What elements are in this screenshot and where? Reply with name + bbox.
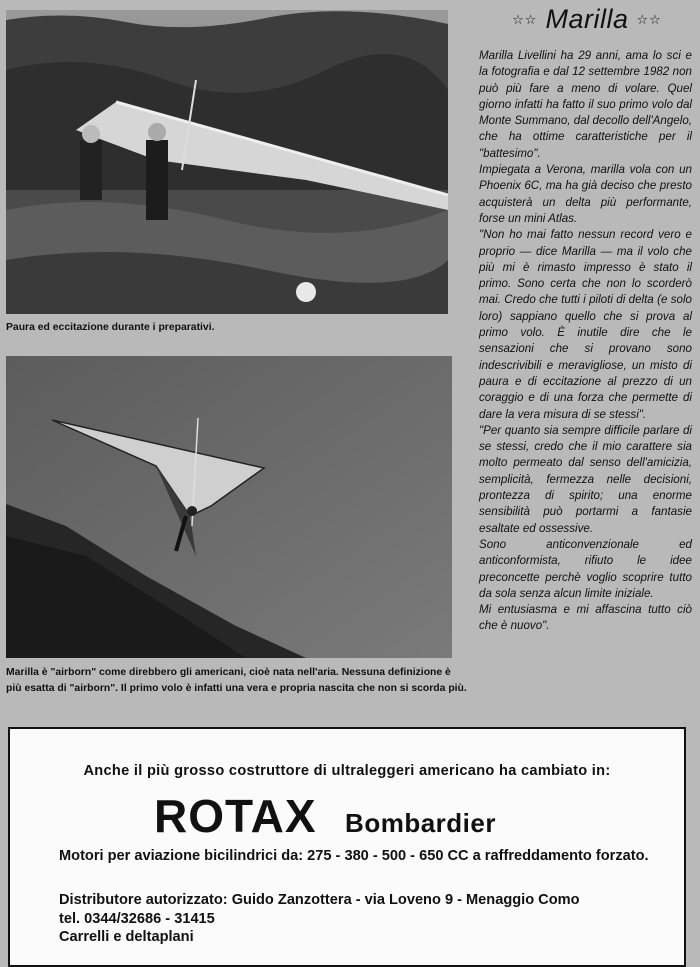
photo-preparation <box>6 10 448 314</box>
ad-brand: ROTAX <box>154 790 317 842</box>
ad-contact-line: tel. 0344/32686 - 31415 <box>59 910 215 927</box>
article-paragraph: Mi entusiasma e mi affascina tutto ciò che è nuovo". <box>479 603 692 633</box>
ad-contact-line: Distributore autorizzato: Guido Zanzottera - via Loveno 9 - Menaggio Como <box>59 892 580 908</box>
photo-flight-image <box>6 356 452 658</box>
ad-brand-row <box>154 789 496 843</box>
advertisement-box <box>8 727 686 967</box>
article-title <box>478 4 696 35</box>
article-body <box>479 48 692 635</box>
article-paragraph: Sono anticonvenzionale ed anticonformista, rifiuto le idee preconcette perchè voglio scoprire tutto da sola senza alcun limite iniziale. <box>479 537 692 600</box>
star-icon: ☆☆ <box>636 12 662 27</box>
ad-sub-brand: Bombardier <box>345 808 496 838</box>
photo-preparation-image <box>6 10 448 314</box>
photo-flight <box>6 356 452 658</box>
ad-specs: Motori per aviazione bicilindrici da: 275 - 380 - 500 - 650 CC a raffreddamento forzato. <box>59 848 649 864</box>
ad-headline: Anche il più grosso costruttore di ultraleggeri americano ha cambiato in: <box>83 763 611 779</box>
photo-flight-caption: Marilla è "airborn" come direbbero gli americani, cioè nata nell'aria. Nessuna definizione è più esatta di "airborn". Il primo volo è infatti una vera e propria nascita che non si scorda più. <box>6 667 467 694</box>
article-paragraph: Impiegata a Verona, marilla vola con un Phoenix 6C, ma ha già deciso che presto acquisterà un delta più performante, forse un mini Atlas. <box>479 163 692 225</box>
star-icon: ☆☆ <box>512 12 538 27</box>
ad-contact <box>59 891 669 947</box>
article-paragraph: "Per quanto sia sempre difficile parlare di se stessi, credo che il mio carattere sia molto permeato dal senso dell'amicizia, semplicità, fermezza nelle decisioni, prontezza di spirito; una enorme sensibilità può portarmi a fantasie esaltate ed ossessive. <box>479 423 692 535</box>
ad-contact-line: Carrelli e deltaplani <box>59 929 194 945</box>
article-title-text: Marilla <box>545 4 629 34</box>
photo-preparation-caption: Paura ed eccitazione durante i preparativi. <box>6 322 215 333</box>
article-paragraph: "Non ho mai fatto nessun record vero e proprio — dice Marilla — ma il volo che più mi è rimasto impresso è stato il primo. Sono certa che non lo scorderò mai. Credo che tutti i piloti di delta (e solo loro) sappiano quello che si prova al primo volo. È inutile dire che le sensazioni che si provano sono indescrivibili e meravigliose, un misto di paura e di eccitazione al prezzo di un coraggio e di una forza che permette di dare la vera misura di se stessi". <box>479 228 692 421</box>
article-paragraph: Marilla Livellini ha 29 anni, ama lo sci e la fotografia e dal 12 settembre 1982 non può più fare a meno di volare. Quel giorno infatti ha fatto il suo primo volo dal Monte Summano, dal decollo dell'Angelo, che ha ottime caratteristiche per il "battesimo". <box>479 49 692 160</box>
